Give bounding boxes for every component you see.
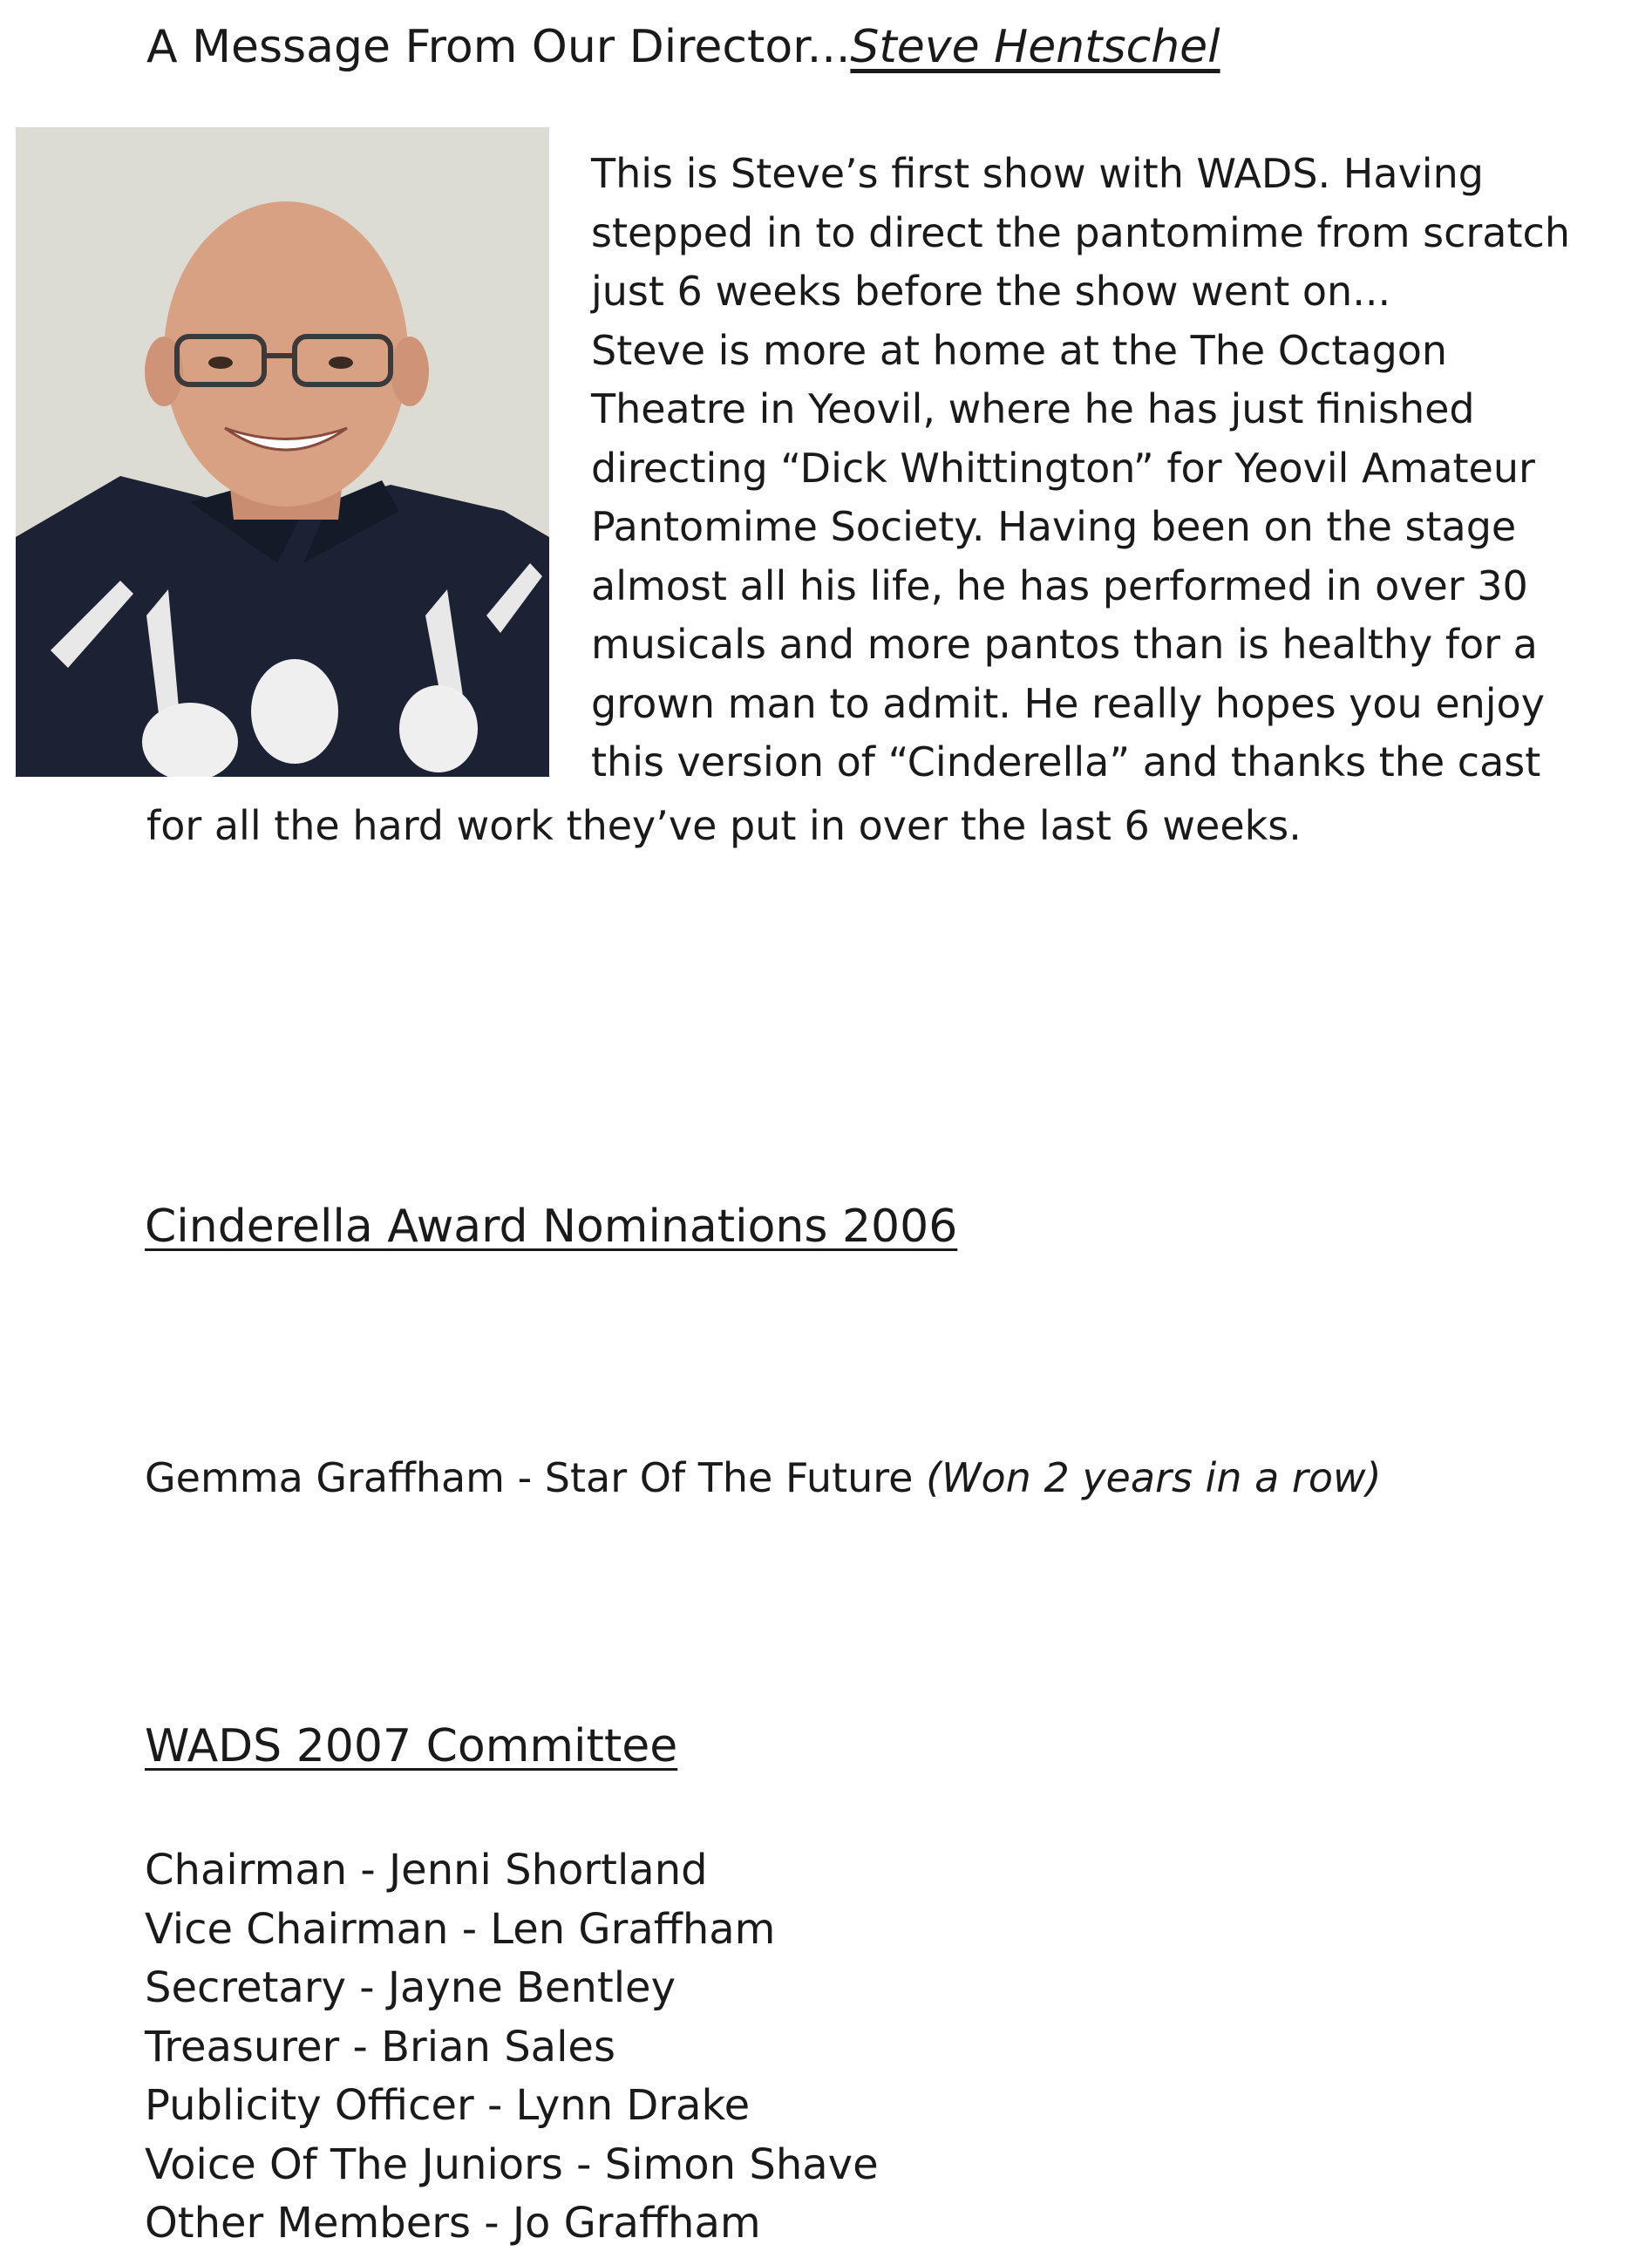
director-bio [591, 145, 1646, 792]
bio-line: Theatre in Yeovil, where he has just finished [591, 385, 1475, 432]
bio-line: This is Steve’s first show with WADS. Having [591, 150, 1484, 197]
committee-member: Voice Of The Juniors - Simon Shave [145, 2139, 879, 2189]
committee-member: Publicity Officer - Lynn Drake [145, 2081, 751, 2130]
director-portrait-icon [16, 127, 549, 777]
bio-line: grown man to admit. He really hopes you enjoy [591, 679, 1545, 727]
director-name: Steve Hentschel [850, 21, 1220, 73]
committee-member: Chairman - Jenni Shortland [145, 1846, 708, 1894]
director-heading [146, 12, 1220, 82]
committee-member: Secretary - Jayne Bentley [145, 1963, 676, 2012]
director-heading-prefix: A Message From Our Director... [146, 21, 851, 73]
director-photo [16, 127, 549, 777]
nomination-entry [145, 1447, 1382, 1508]
committee-title: WADS 2007 Committee [145, 1720, 678, 1772]
committee-member: Vice Chairman - Len Graffham [145, 1904, 776, 1954]
bio-line: musicals and more pantos than is healthy for a [591, 621, 1538, 668]
bio-line: stepped in to direct the pantomime from scratch [591, 208, 1570, 256]
bio-line: this version of “Cinderella” and thanks the cast [591, 738, 1541, 786]
nomination-text: Gemma Graffham - Star Of The Future [145, 1454, 914, 1501]
bio-line: Pantomime Society. Having been on the stage [591, 503, 1517, 550]
committee-member: Other Members - Jo Graffham [145, 2199, 761, 2248]
nominations-title: Cinderella Award Nominations 2006 [145, 1201, 958, 1253]
bio-tail: for all the hard work they’ve put in over the last 6 weeks. [146, 802, 1302, 849]
committee-list [145, 1841, 879, 2254]
bio-line: directing “Dick Whittington” for Yeovil Amateur [591, 444, 1535, 492]
committee-member: Treasurer - Brian Sales [145, 2022, 615, 2071]
nomination-note: (Won 2 years in a row) [926, 1454, 1382, 1501]
bio-line: almost all his life, he has performed in over 30 [591, 561, 1528, 609]
bio-line: Steve is more at home at the The Octagon [591, 326, 1448, 374]
bio-line: just 6 weeks before the show went on... [591, 268, 1391, 315]
